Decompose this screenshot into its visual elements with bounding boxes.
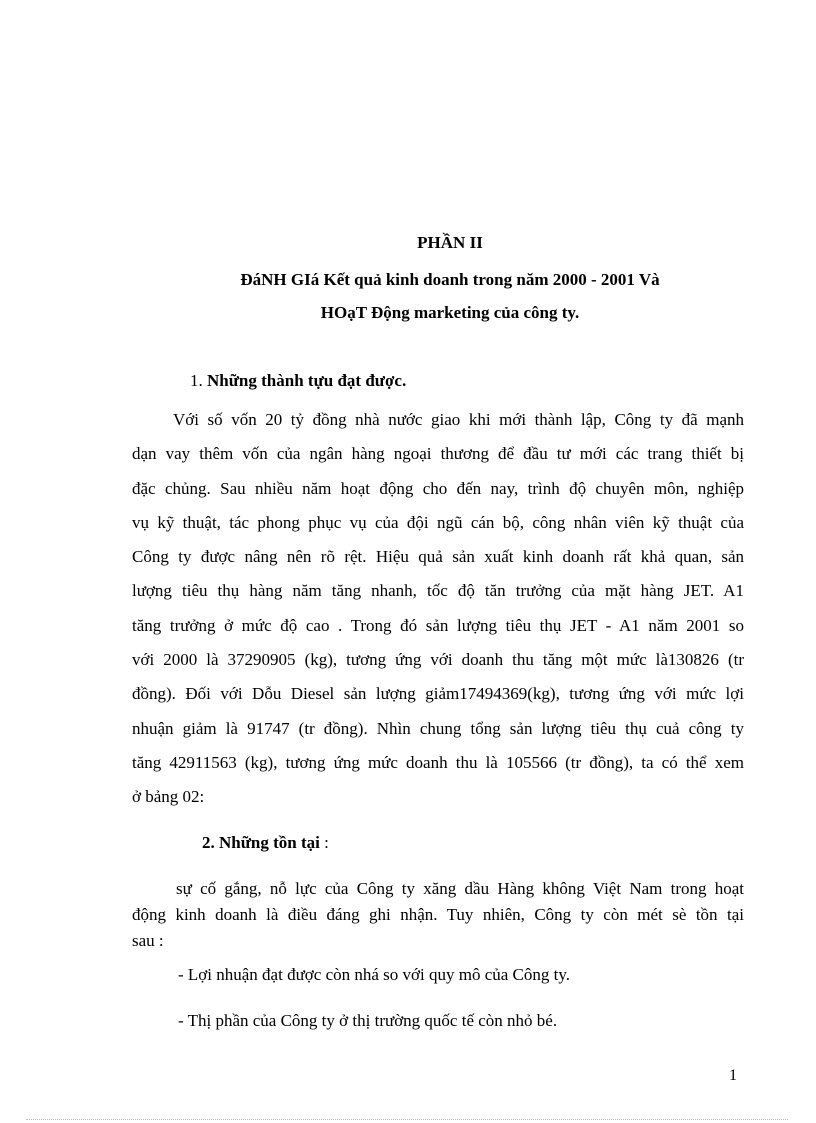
paragraph-line: Công ty được nâng nên rõ rệt. Hiệu quả sản xuất kinh doanh rất khả quan, sản	[132, 547, 744, 567]
section-2-title-suffix: :	[319, 833, 329, 852]
paragraph-line: tăng 42911563 (kg), tương ứng mức doanh thu là 105566 (tr đồng), ta có thể xem	[132, 752, 744, 772]
section-1-heading	[190, 371, 406, 391]
bullet-item: - Thị phần của Công ty ở thị trường quốc tế còn nhỏ bé.	[178, 1011, 558, 1030]
paragraph-line: lượng tiêu thụ hàng năm tăng nhanh, tốc độ tăn trưởng của mặt hàng JET. A1	[132, 581, 744, 601]
section-2-heading	[202, 833, 329, 853]
paragraph-line: Với số vốn 20 tỷ đồng nhà nước giao khi mới thành lập, Công ty đã mạnh	[173, 410, 744, 429]
paragraph-line: động kinh doanh là điều đáng ghi nhận. Tuy nhiên, Công ty còn mét sè tồn tại	[132, 905, 744, 924]
bullet-item: - Lợi nhuận đạt được còn nhá so với quy mô của Công ty.	[178, 965, 571, 984]
section-1-paragraph	[132, 403, 744, 815]
paragraph-line: nhuận giảm là 91747 (tr đồng). Nhìn chung tổng sản lượng tiêu thụ cuả công ty	[132, 718, 744, 738]
chapter-title-line-1: ĐáNH GIá Kết quả kinh doanh trong năm 2000 - 2001 Và	[240, 270, 660, 289]
section-2-paragraph	[132, 876, 744, 954]
paragraph-line: với 2000 là 37290905 (kg), tương ứng với doanh thu tăng một mức là130826 (tr	[132, 650, 744, 670]
paragraph-line: sự cố gắng, nỗ lực của Công ty xăng dầu Hàng không Việt Nam trong hoạt	[176, 879, 744, 898]
footer-divider	[26, 1119, 788, 1120]
paragraph-line: đồng). Đối với Dỗu Diesel sản lượng giảm17494369(kg), tương ứng với mức lợi	[132, 684, 744, 704]
section-2-title: 2. Những tồn tại	[202, 833, 320, 852]
page-number: 1	[729, 1067, 737, 1084]
section-1-title: Những thành tựu đạt được.	[202, 371, 407, 390]
paragraph-line: vụ kỹ thuật, tác phong phục vụ của đội ngũ cán bộ, công nhân viên kỹ thuật của	[132, 512, 744, 532]
part-heading: PHẦN II	[417, 233, 483, 252]
chapter-title-line-2: HOạT Động marketing của công ty.	[320, 303, 580, 322]
paragraph-line: ở bảng 02:	[132, 787, 205, 807]
paragraph-line: dạn vay thêm vốn của ngân hàng ngoại thương để đầu tư mới các trang thiết bị	[132, 444, 744, 464]
section-1-number: 1.	[190, 371, 203, 390]
paragraph-line: đặc chủng. Sau nhiều năm hoạt động cho đến nay, trình độ chuyên môn, nghiệp	[132, 478, 744, 498]
paragraph-line: tăng trưởng ở mức độ cao . Trong đó sản lượng tiêu thụ JET - A1 năm 2001 so	[132, 615, 744, 635]
paragraph-line: sau :	[132, 931, 164, 950]
